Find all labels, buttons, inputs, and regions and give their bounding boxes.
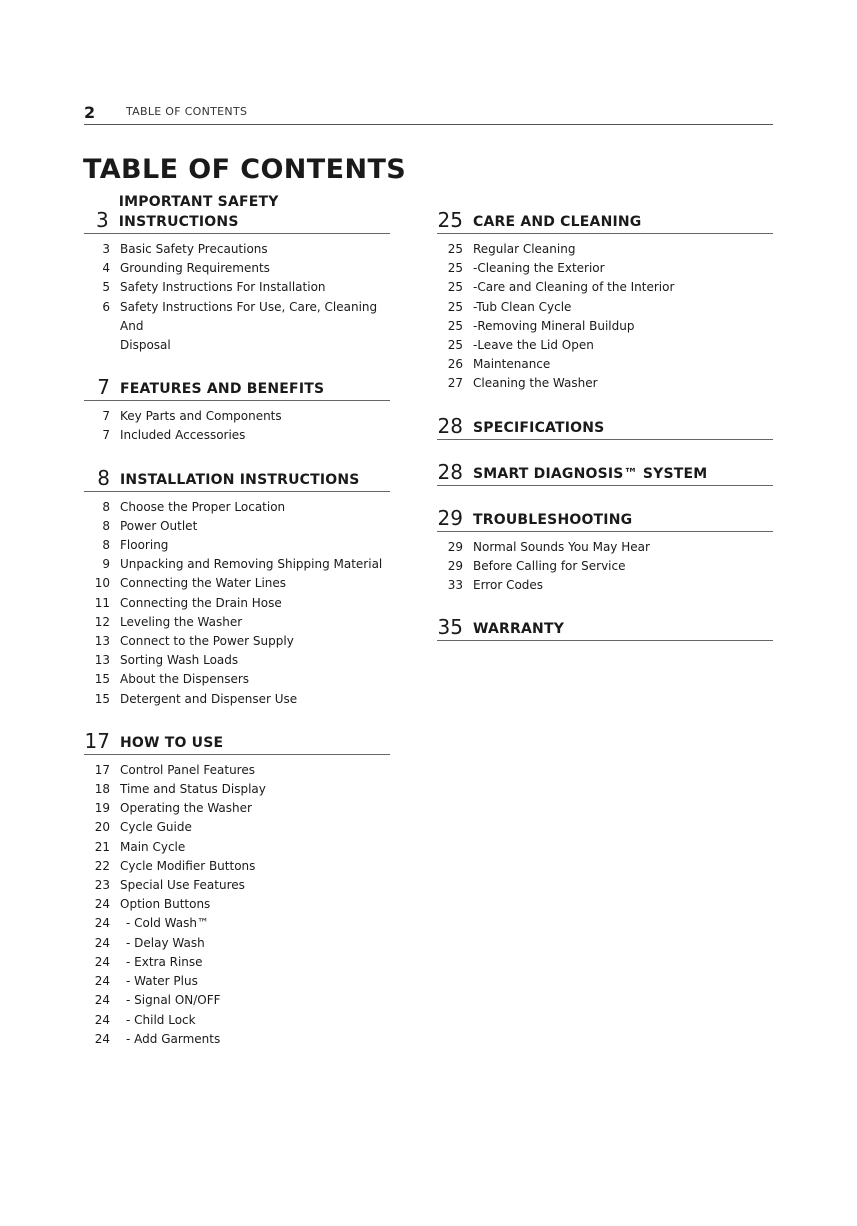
section-title: SPECIFICATIONS <box>473 419 605 436</box>
section-page-number: 28 <box>437 413 463 438</box>
toc-entry[interactable] <box>84 259 390 278</box>
entry-label: - Child Lock <box>126 1012 196 1027</box>
toc-section <box>437 615 773 641</box>
section-title: HOW TO USE <box>120 734 224 751</box>
entry-page-number: 13 <box>94 634 110 649</box>
entry-page-number: 8 <box>102 518 110 533</box>
entry-page-number: 12 <box>94 614 110 629</box>
entry-page-number: 25 <box>447 318 463 333</box>
toc-entry[interactable] <box>84 298 390 336</box>
entry-page-number: 17 <box>94 762 110 777</box>
toc-entry[interactable] <box>84 991 390 1010</box>
section-title: TROUBLESHOOTING <box>473 511 633 528</box>
entry-label: Cycle Guide <box>120 820 192 835</box>
section-heading[interactable] <box>437 460 773 486</box>
toc-section <box>437 414 773 440</box>
section-title: WARRANTY <box>473 621 565 638</box>
toc-left-column <box>84 194 390 1069</box>
entry-page-number: 24 <box>94 954 110 969</box>
entry-page-number: 29 <box>447 539 463 554</box>
toc-right-column <box>437 208 773 661</box>
entry-page-number: 11 <box>94 595 110 610</box>
toc-entry[interactable] <box>84 498 390 517</box>
toc-entry[interactable] <box>84 594 390 613</box>
entry-page-number: 25 <box>447 280 463 295</box>
entry-label: Special Use Features <box>120 878 245 893</box>
entry-page-number: 8 <box>102 538 110 553</box>
entry-label: - Extra Rinse <box>126 954 203 969</box>
toc-section <box>437 506 773 596</box>
entry-page-number: 7 <box>102 428 110 443</box>
entry-label: Connecting the Water Lines <box>120 576 287 591</box>
entry-label: - Delay Wash <box>126 935 205 950</box>
entry-label: Key Parts and Components <box>120 409 282 424</box>
entry-label: Sorting Wash Loads <box>120 653 239 668</box>
toc-entry[interactable] <box>84 972 390 991</box>
section-heading[interactable] <box>84 466 390 492</box>
entry-label: Option Buttons <box>120 897 211 912</box>
section-heading[interactable] <box>84 729 390 755</box>
entry-label: Before Calling for Service <box>473 558 626 573</box>
entry-page-number: 9 <box>102 557 110 572</box>
section-page-number: 35 <box>437 615 463 640</box>
toc-entry[interactable] <box>84 426 390 445</box>
entry-page-number <box>84 336 110 355</box>
entry-label: Operating the Washer <box>120 801 252 816</box>
entry-page-number: 6 <box>102 299 110 314</box>
entry-page-number: 7 <box>102 409 110 424</box>
section-heading[interactable] <box>84 375 390 401</box>
toc-entry[interactable] <box>84 407 390 426</box>
toc-section <box>84 375 390 445</box>
page-number: 2 <box>84 103 96 122</box>
section-heading[interactable] <box>84 194 390 234</box>
section-heading[interactable] <box>437 208 773 234</box>
entry-page-number: 13 <box>94 653 110 668</box>
running-title: TABLE OF CONTENTS <box>126 105 248 118</box>
entry-page-number: 18 <box>94 782 110 797</box>
section-title: IMPORTANT SAFETY INSTRUCTIONS <box>118 194 279 230</box>
toc-entry[interactable] <box>84 818 390 837</box>
toc-entry[interactable] <box>437 259 773 278</box>
entry-page-number: 26 <box>447 357 463 372</box>
entry-page-number: 10 <box>94 576 110 591</box>
toc-section <box>84 729 390 1049</box>
toc-entry[interactable] <box>84 517 390 536</box>
entry-page-number: 20 <box>94 820 110 835</box>
toc-entry[interactable] <box>84 780 390 799</box>
entry-page-number: 22 <box>94 858 110 873</box>
toc-entry[interactable] <box>84 690 390 709</box>
entry-label: About the Dispensers <box>120 672 250 687</box>
entry-page-number: 5 <box>102 280 110 295</box>
entry-page-number: 3 <box>102 242 110 256</box>
section-page-number: 29 <box>437 505 463 530</box>
toc-entry[interactable] <box>84 555 390 574</box>
toc-entry[interactable] <box>84 761 390 780</box>
entry-label: - Add Garments <box>126 1031 221 1046</box>
entry-page-number: 25 <box>447 242 463 256</box>
toc-entry[interactable] <box>84 651 390 670</box>
toc-entry[interactable] <box>84 895 390 914</box>
toc-entry[interactable] <box>84 857 390 876</box>
entry-label: Unpacking and Removing Shipping Material <box>120 557 383 572</box>
toc-entry[interactable] <box>437 557 773 576</box>
section-title: FEATURES AND BENEFITS <box>120 381 325 398</box>
entry-label: Regular Cleaning <box>473 242 576 256</box>
toc-section <box>84 194 390 355</box>
toc-entry[interactable] <box>437 317 773 336</box>
toc-entry[interactable] <box>84 613 390 632</box>
toc-entry[interactable] <box>437 240 773 259</box>
entry-page-number: 4 <box>102 261 110 276</box>
entry-page-number: 23 <box>94 878 110 893</box>
toc-entry[interactable] <box>84 574 390 593</box>
toc-entry[interactable] <box>437 538 773 557</box>
entry-label: Cleaning the Washer <box>473 376 598 391</box>
toc-entry[interactable] <box>437 298 773 317</box>
section-title: INSTALLATION INSTRUCTIONS <box>120 471 360 488</box>
entry-page-number: 15 <box>94 672 110 687</box>
toc-entry[interactable] <box>84 536 390 555</box>
toc-entry[interactable] <box>84 934 390 953</box>
entry-label: Maintenance <box>473 357 551 372</box>
entry-label: - Cold Wash™ <box>126 916 209 931</box>
entry-page-number: 25 <box>447 299 463 314</box>
toc-entry[interactable] <box>84 632 390 651</box>
entry-page-number: 19 <box>94 801 110 816</box>
toc-entry[interactable] <box>84 799 390 818</box>
page-title: TABLE OF CONTENTS <box>83 154 407 185</box>
entry-label: -Leave the Lid Open <box>473 338 594 353</box>
entry-label: Basic Safety Precautions <box>120 242 268 256</box>
entry-page-number: 24 <box>94 935 110 950</box>
entry-label: - Signal ON/OFF <box>126 993 221 1008</box>
entry-page-number: 29 <box>447 558 463 573</box>
toc-entry[interactable] <box>437 374 773 393</box>
entry-page-number: 33 <box>447 578 463 593</box>
page-header <box>84 102 773 125</box>
entry-label: Included Accessories <box>120 428 246 443</box>
entry-label: Flooring <box>120 538 169 553</box>
entry-label: Connect to the Power Supply <box>120 634 294 649</box>
section-page-number: 17 <box>84 728 110 753</box>
entry-page-number: 24 <box>94 993 110 1008</box>
entry-label: Safety Instructions For Installation <box>120 280 326 295</box>
section-page-number: 3 <box>96 208 109 232</box>
entry-label: Detergent and Dispenser Use <box>120 691 298 706</box>
toc-entry[interactable] <box>84 914 390 933</box>
entry-label: -Tub Clean Cycle <box>473 299 572 314</box>
entry-label: Power Outlet <box>120 518 198 533</box>
entry-label: Control Panel Features <box>120 762 255 777</box>
toc-section <box>437 208 773 394</box>
entry-label: Leveling the Washer <box>120 614 243 629</box>
entry-page-number: 25 <box>447 338 463 353</box>
toc-section <box>437 460 773 486</box>
section-heading[interactable] <box>437 506 773 532</box>
entry-label: Choose the Proper Location <box>120 499 286 514</box>
entry-label: Grounding Requirements <box>120 261 270 276</box>
entry-page-number: 24 <box>94 1031 110 1046</box>
entry-label: Disposal <box>120 338 171 353</box>
entry-page-number: 24 <box>94 897 110 912</box>
entry-label: -Cleaning the Exterior <box>473 261 605 276</box>
entry-label: Main Cycle <box>120 839 186 854</box>
entry-page-number: 25 <box>447 261 463 276</box>
section-title: SMART DIAGNOSIS™ SYSTEM <box>473 465 708 482</box>
toc-entry[interactable] <box>437 278 773 297</box>
entry-label: Cycle Modifier Buttons <box>120 858 256 873</box>
toc-section <box>84 466 390 709</box>
entry-label: -Care and Cleaning of the Interior <box>473 280 675 295</box>
toc-entry[interactable] <box>437 355 773 374</box>
section-heading[interactable] <box>437 414 773 440</box>
section-heading[interactable] <box>437 615 773 641</box>
entry-page-number: 24 <box>94 974 110 989</box>
entry-label: - Water Plus <box>126 974 198 989</box>
entry-page-number: 27 <box>447 376 463 391</box>
entry-label: Connecting the Drain Hose <box>120 595 282 610</box>
entry-label: -Removing Mineral Buildup <box>473 318 635 333</box>
toc-entry[interactable] <box>437 336 773 355</box>
entry-page-number: 21 <box>94 839 110 854</box>
entry-page-number: 15 <box>94 691 110 706</box>
toc-entry[interactable] <box>84 1011 390 1030</box>
toc-entry[interactable] <box>84 838 390 857</box>
entry-label: Safety Instructions For Use, Care, Cleaning And <box>120 299 378 333</box>
section-title: CARE AND CLEANING <box>473 214 642 230</box>
entry-page-number: 24 <box>94 1012 110 1027</box>
toc-entry[interactable] <box>84 1030 390 1049</box>
toc-entry[interactable] <box>84 876 390 895</box>
section-page-number: 25 <box>437 208 463 232</box>
entry-page-number: 8 <box>102 499 110 514</box>
toc-entry[interactable] <box>84 336 390 355</box>
entry-page-number: 24 <box>94 916 110 931</box>
entry-label: Error Codes <box>473 578 544 593</box>
toc-entry[interactable] <box>84 953 390 972</box>
toc-entry[interactable] <box>437 576 773 595</box>
toc-entry[interactable] <box>84 240 390 259</box>
toc-entry[interactable] <box>84 278 390 297</box>
entry-label: Time and Status Display <box>120 782 266 797</box>
section-page-number: 8 <box>97 465 110 490</box>
toc-entry[interactable] <box>84 670 390 689</box>
section-page-number: 28 <box>437 459 463 484</box>
entry-label: Normal Sounds You May Hear <box>473 539 650 554</box>
section-page-number: 7 <box>97 375 110 400</box>
